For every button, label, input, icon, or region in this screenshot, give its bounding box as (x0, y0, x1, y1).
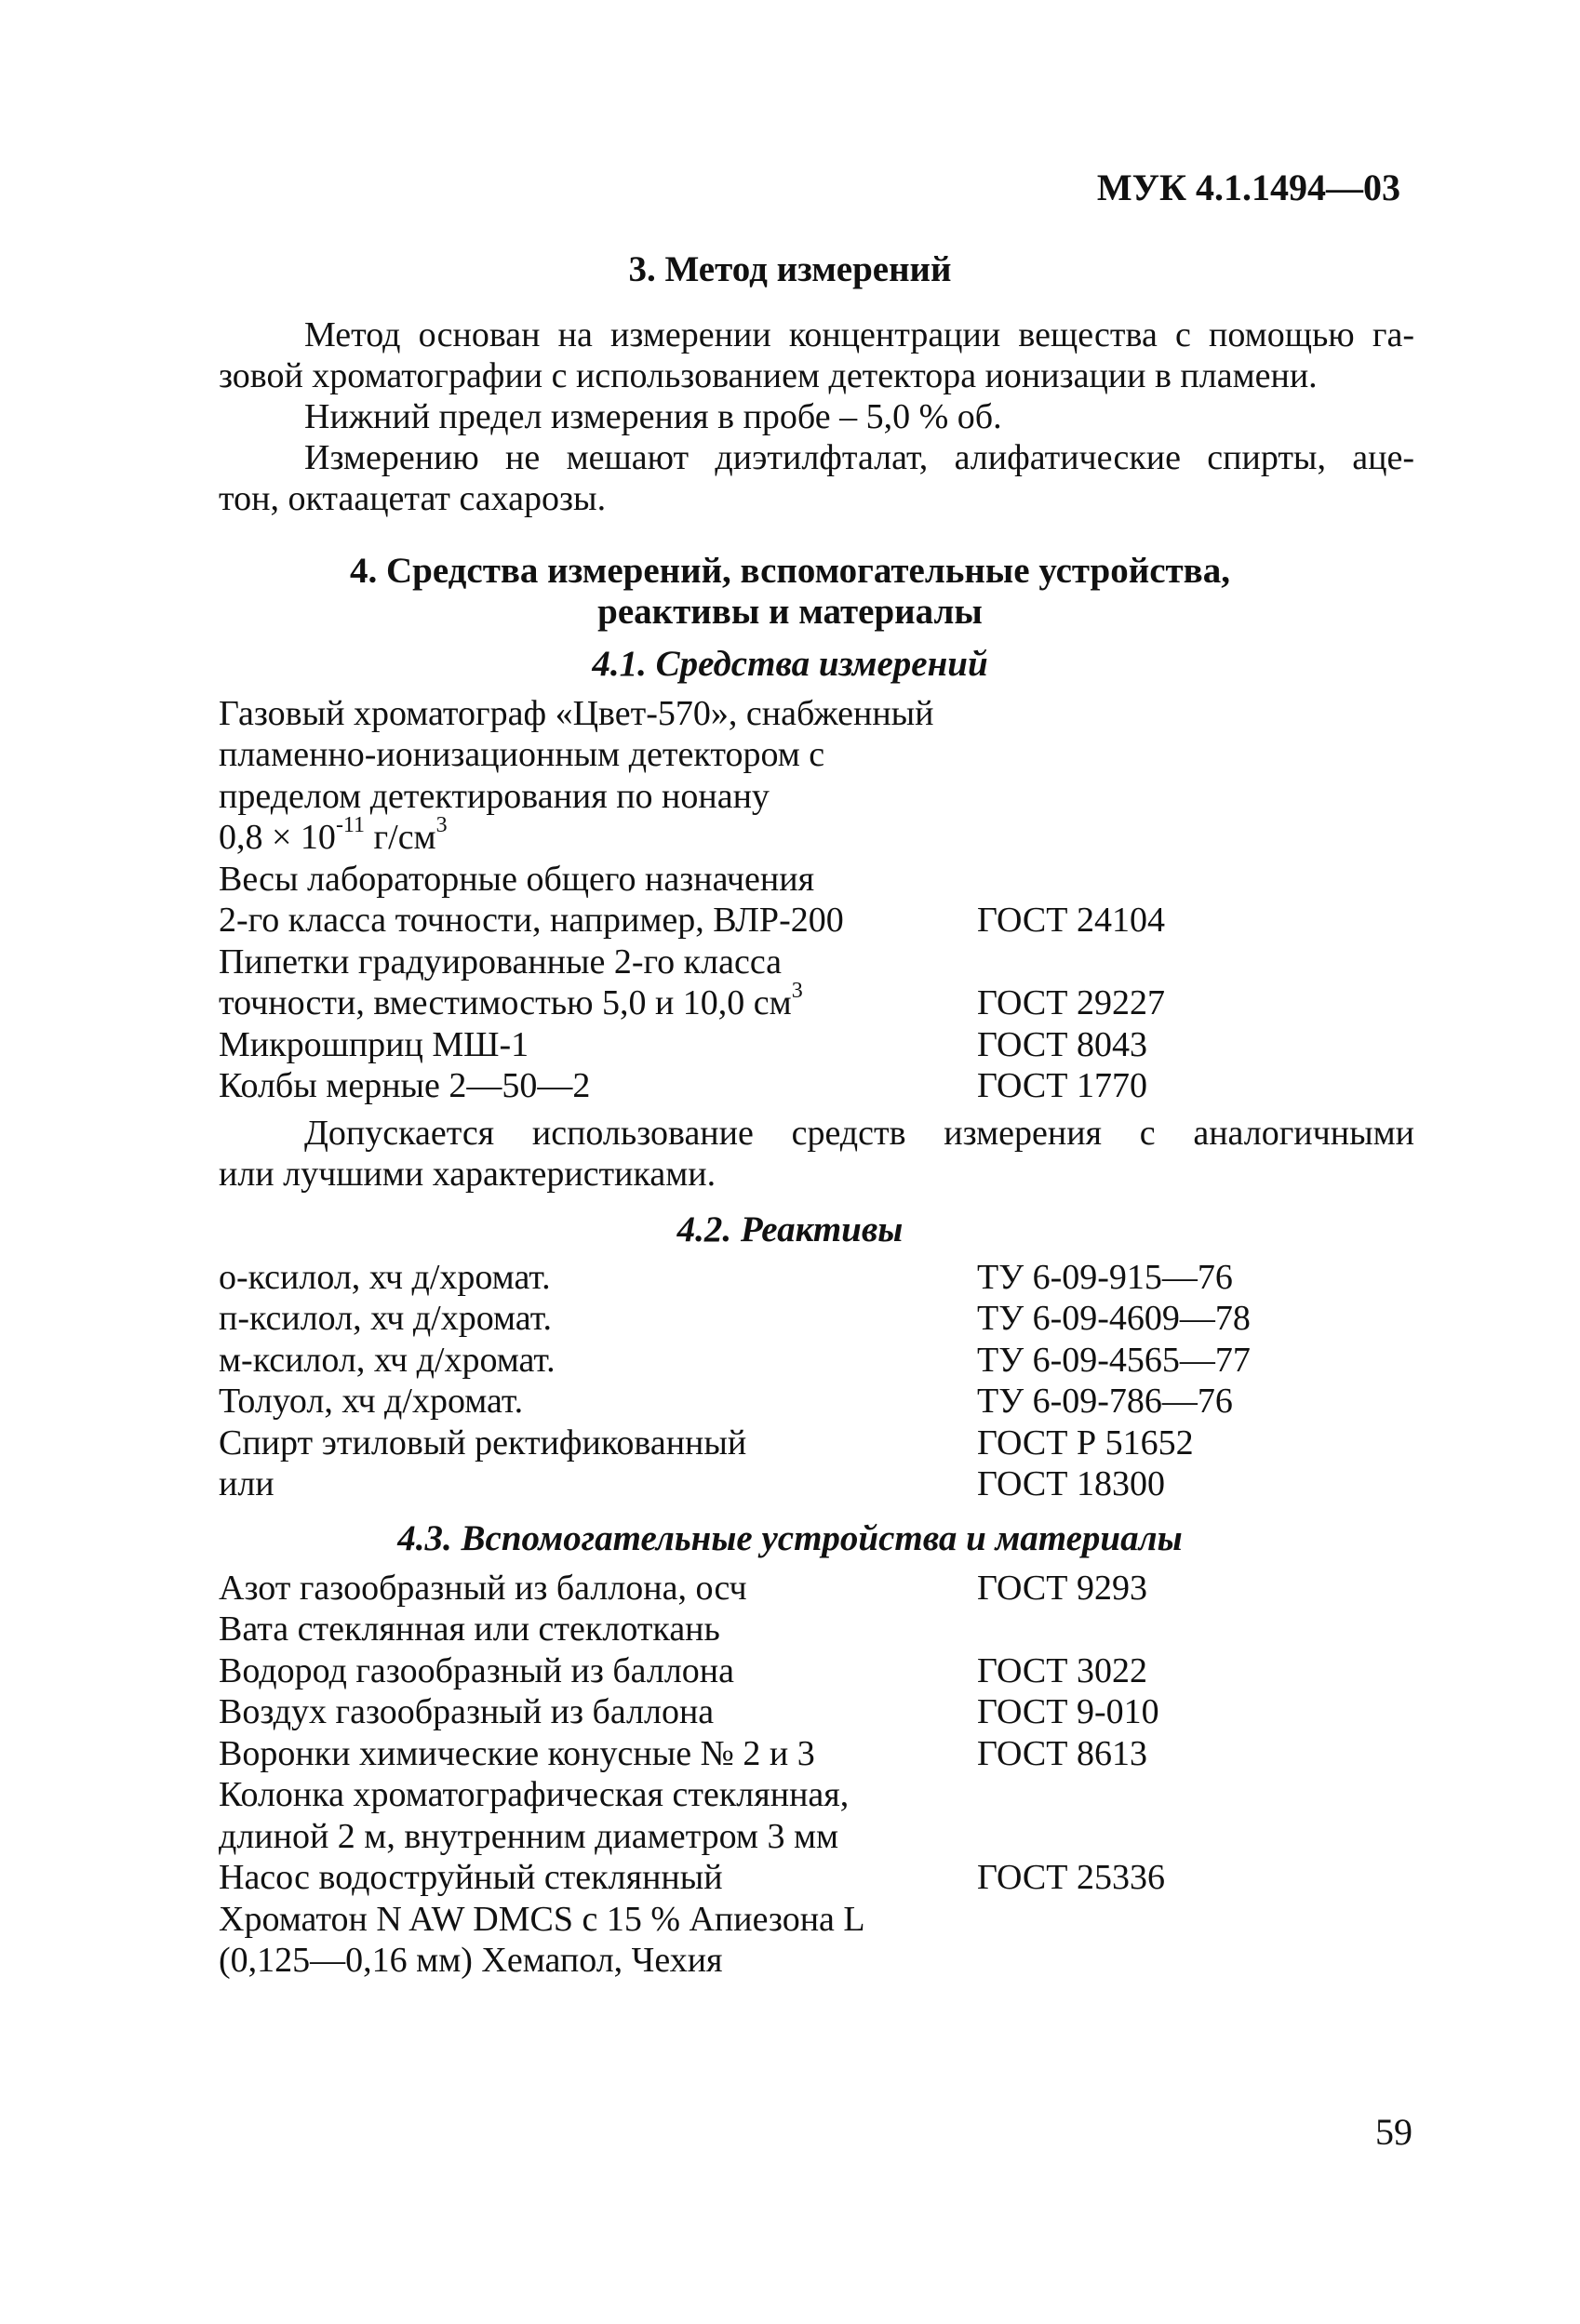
section-4-title-line-2: реактивы и материалы (597, 592, 983, 632)
formula-exponent: -11 (335, 813, 366, 838)
item-name: (0,125—0,16 мм) Хемапол, Чехия (219, 1941, 723, 1980)
item-text: точности, вместимостью 5,0 и 10,0 см (219, 983, 792, 1022)
formula-base: 0,8 × 10 (219, 818, 336, 857)
table-row (219, 813, 1414, 859)
item-standard: ТУ 6-09-786—76 (977, 1382, 1233, 1421)
item-name: Колбы мерные 2—50—2 (219, 1066, 591, 1105)
item-standard: ГОСТ 1770 (977, 1066, 1147, 1105)
table-row (219, 1065, 1414, 1107)
item-name: Толуол, хч д/хромат. (219, 1382, 524, 1421)
item-standard: ГОСТ Р 51652 (977, 1422, 1194, 1463)
item-standard: ГОСТ 18300 (977, 1464, 1165, 1503)
formula-unit-exponent: 3 (435, 813, 448, 838)
item-name: Весы лабораторные общего назначения (219, 859, 815, 899)
formula-unit: г/см (365, 818, 436, 857)
table-row (219, 1650, 1414, 1691)
document-code: МУК 4.1.1494—03 (1096, 167, 1400, 208)
paragraph-line: тон, октаацетат сахарозы. (219, 479, 607, 518)
table-row (219, 1898, 1414, 1940)
section-4-2-title: 4.2. Реактивы (676, 1209, 904, 1249)
item-name: или (219, 1464, 274, 1503)
auxiliary-materials-table (219, 1567, 1414, 1981)
section-4-1-note (219, 1113, 1414, 1195)
item-name: Воронки химические конусные № 2 и 3 (219, 1733, 815, 1773)
page-number: 59 (1375, 2111, 1413, 2153)
table-row (219, 1857, 1414, 1899)
table-row (219, 1422, 1414, 1463)
item-name: о-ксилол, хч д/хромат. (219, 1257, 551, 1297)
table-row (219, 1774, 1414, 1816)
paragraph-line: Измерению не мешают диэтилфталат, алифатические спирты, аце- (304, 438, 1414, 477)
table-row (219, 1339, 1414, 1381)
item-standard: ГОСТ 9293 (977, 1568, 1147, 1608)
table-row (219, 900, 1414, 942)
item-name: Насос водоструйный стеклянный (219, 1858, 723, 1897)
item-name: Азот газообразный из баллона, осч (219, 1568, 747, 1608)
table-row (219, 692, 1414, 734)
section-4-title-line-1: 4. Средства измерений, вспомогательные устройства, (350, 551, 1230, 591)
item-name: Спирт этиловый ректификованный (219, 1422, 747, 1463)
item-name: Водород газообразный из баллона (219, 1650, 734, 1690)
item-standard: ГОСТ 3022 (977, 1650, 1147, 1690)
item-name: Газовый хроматограф «Цвет-570», снабженный (219, 693, 934, 733)
reagents-table (219, 1256, 1414, 1504)
item-standard: ГОСТ 8613 (977, 1733, 1147, 1773)
table-row (219, 1023, 1414, 1065)
table-row (219, 1732, 1414, 1774)
table-row (219, 1463, 1414, 1505)
item-name: 2-го класса точности, например, ВЛР-200 (219, 901, 844, 940)
paragraph-line: или лучшими характеристиками. (219, 1155, 716, 1194)
table-row (219, 1815, 1414, 1857)
item-standard: ГОСТ 25336 (977, 1858, 1165, 1897)
table-row (219, 1940, 1414, 1982)
item-name: Хроматон N AW DMCS с 15 % Апиезона L (219, 1899, 865, 1939)
item-standard: ТУ 6-09-4565—77 (977, 1340, 1251, 1380)
item-name: п-ксилол, хч д/хромат. (219, 1299, 552, 1338)
item-name (219, 813, 977, 858)
item-standard: ГОСТ 8043 (977, 1024, 1147, 1064)
item-name: длиной 2 м, внутренним диаметром 3 мм (219, 1816, 839, 1856)
item-name: Вата стеклянная или стеклоткань (219, 1609, 720, 1649)
item-name (219, 979, 977, 1023)
table-row (219, 1381, 1414, 1422)
paragraph-line: Метод основан на измерении концентрации вещества с помощью га- (304, 315, 1414, 354)
section-3-body (219, 314, 1414, 519)
table-row (219, 1609, 1414, 1650)
section-4-1-title: 4.1. Средства измерений (592, 644, 988, 684)
table-row (219, 1567, 1414, 1609)
paragraph-line: зовой хроматографии с использованием детектора ионизации в пламени. (219, 356, 1318, 395)
table-row (219, 941, 1414, 982)
table-row (219, 1298, 1414, 1340)
unit-exponent: 3 (791, 979, 803, 1004)
table-row (219, 979, 1414, 1024)
item-standard: ТУ 6-09-915—76 (977, 1257, 1233, 1297)
item-name: пламенно-ионизационным детектором с (219, 735, 825, 774)
table-row (219, 1256, 1414, 1298)
table-row (219, 734, 1414, 776)
item-standard: ГОСТ 24104 (977, 901, 1165, 940)
item-name: Пипетки градуированные 2-го класса (219, 942, 783, 982)
paragraph-line: Нижний предел измерения в пробе – 5,0 % об. (304, 397, 1002, 436)
item-name: м-ксилол, хч д/хромат. (219, 1340, 556, 1380)
item-name: Микрошприц МШ-1 (219, 1024, 529, 1064)
measuring-instruments-table (219, 692, 1414, 1106)
table-row (219, 858, 1414, 900)
item-standard: ГОСТ 29227 (977, 983, 1165, 1022)
item-name: Воздух газообразный из баллона (219, 1692, 715, 1731)
item-standard: ТУ 6-09-4609—78 (977, 1299, 1251, 1338)
section-3-title: 3. Метод измерений (628, 249, 952, 289)
table-row (219, 1691, 1414, 1733)
paragraph-line: Допускается использование средств измерения с аналогичными (304, 1114, 1414, 1153)
item-standard: ГОСТ 9-010 (977, 1692, 1159, 1731)
table-row (219, 775, 1414, 817)
item-name: Колонка хроматографическая стеклянная, (219, 1775, 850, 1814)
item-name: пределом детектирования по нонану (219, 776, 770, 816)
section-4-3-title: 4.3. Вспомогательные устройства и материалы (397, 1518, 1183, 1558)
